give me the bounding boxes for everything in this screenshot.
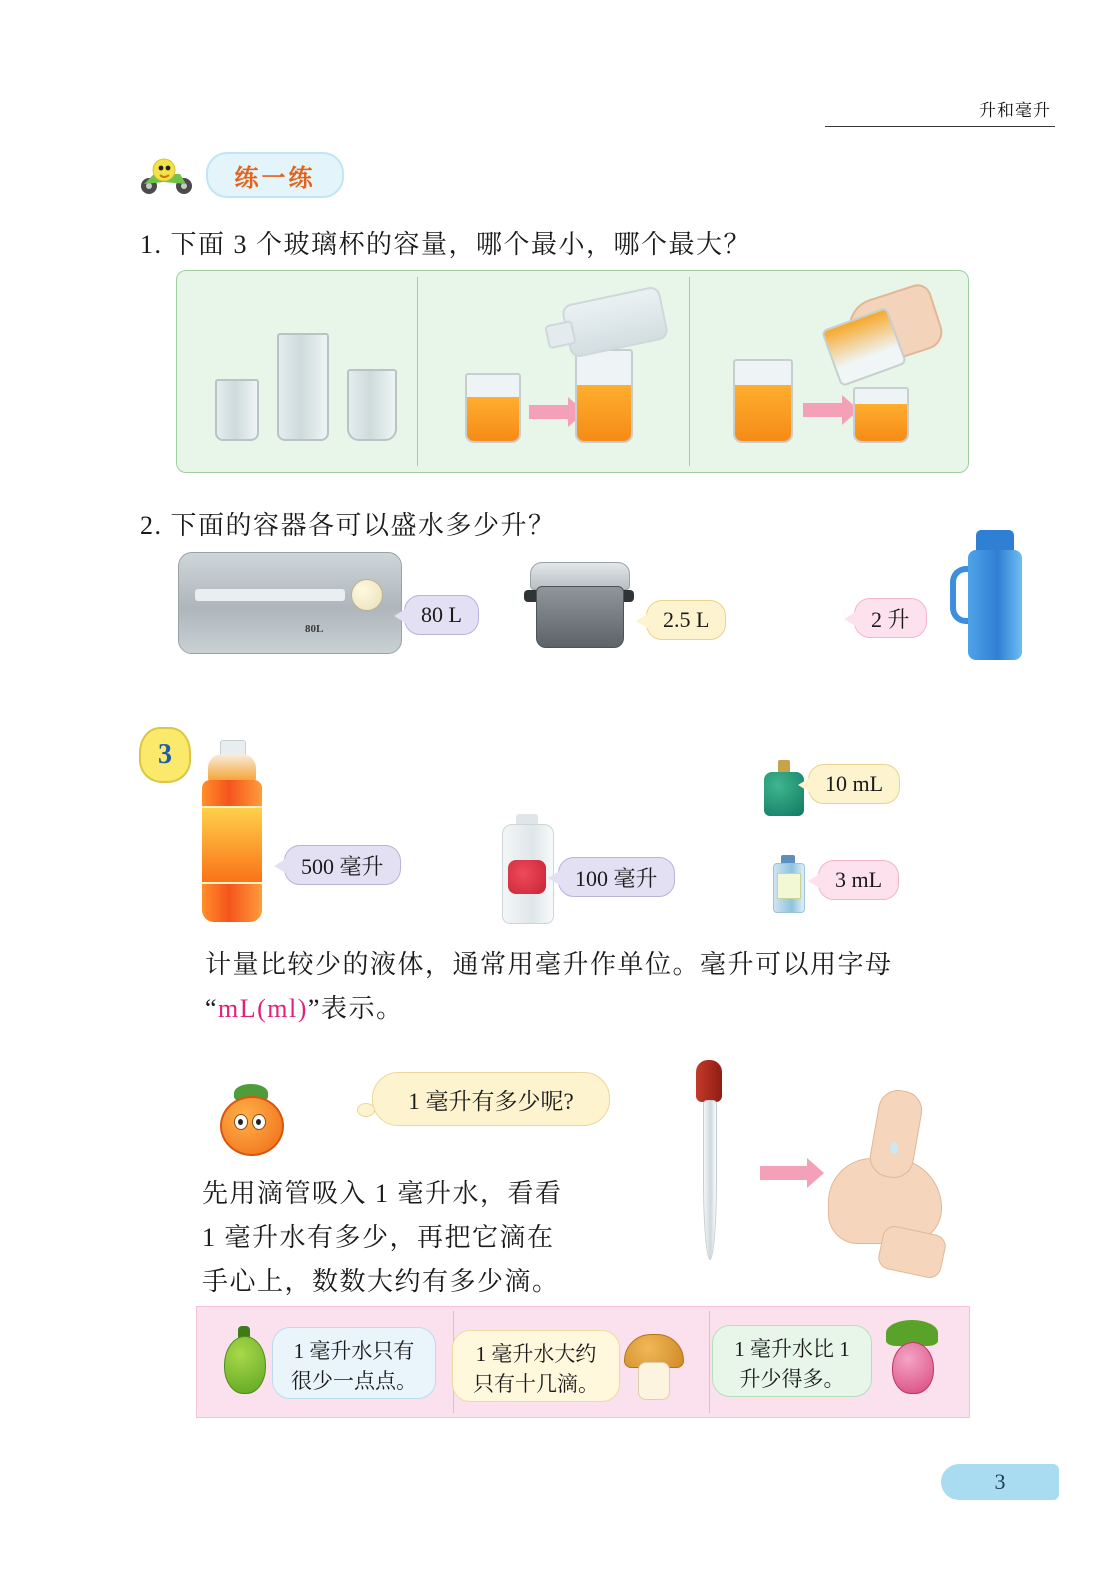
conclusion-3-line-1: 1 毫升水比 1 bbox=[734, 1337, 850, 1361]
dropper-icon bbox=[692, 1060, 726, 1260]
definition-paragraph bbox=[205, 943, 995, 1031]
dropper-tube bbox=[703, 1100, 717, 1260]
callout-tail bbox=[844, 611, 857, 627]
tall-glass bbox=[277, 333, 329, 441]
juice-bottle bbox=[196, 740, 268, 922]
capacity-callout-juice bbox=[284, 845, 401, 885]
hand-with-drop bbox=[828, 1090, 946, 1270]
panel-divider-1 bbox=[417, 277, 418, 466]
capacity-callout-heater bbox=[404, 595, 479, 635]
juice-fill bbox=[577, 385, 631, 441]
capacity-callout-perfume bbox=[808, 764, 900, 804]
medicine-bottle bbox=[773, 855, 803, 911]
capacity-callout-flask bbox=[854, 598, 927, 638]
experiment-line-2: 1 毫升水有多少，再把它滴在 bbox=[202, 1223, 555, 1252]
callout-tail bbox=[394, 608, 407, 624]
capacity-callout-yogurt bbox=[558, 857, 675, 897]
juice-glass-tall-2 bbox=[733, 359, 793, 443]
callout-text: 3 mL bbox=[835, 867, 883, 892]
water-drop-icon bbox=[890, 1142, 898, 1154]
arrow-right-icon-3 bbox=[760, 1166, 808, 1180]
short-glass bbox=[215, 379, 259, 441]
practice-banner bbox=[134, 152, 394, 198]
orange-character bbox=[214, 1082, 288, 1160]
juice-fill bbox=[467, 397, 519, 441]
capacity-callout-medicine bbox=[818, 860, 899, 900]
conclusion-1-line-1: 1 毫升水只有 bbox=[293, 1339, 415, 1363]
thermos-flask bbox=[964, 530, 1026, 660]
juice-glass-short bbox=[853, 387, 909, 443]
pepper-body bbox=[224, 1336, 266, 1394]
callout-text: 80 L bbox=[421, 602, 462, 627]
flask-cap bbox=[976, 530, 1014, 552]
unit-symbol: mL(ml) bbox=[218, 994, 308, 1023]
bottle-shoulder bbox=[208, 754, 256, 782]
forearm bbox=[876, 1224, 948, 1280]
panel-divider-2 bbox=[689, 277, 690, 466]
callout-tail bbox=[548, 870, 561, 886]
experiment-paragraph bbox=[202, 1172, 632, 1304]
medicine-label bbox=[777, 873, 801, 899]
mushroom-character bbox=[622, 1328, 684, 1402]
conclusion-bubble-1 bbox=[272, 1327, 436, 1399]
conclusion-bubble-2 bbox=[452, 1330, 620, 1402]
juice-glass-tall bbox=[575, 349, 633, 443]
quote-close: ” bbox=[307, 994, 321, 1023]
flask-body bbox=[968, 550, 1022, 660]
capacity-callout-cooker bbox=[646, 600, 726, 640]
heater-stripe bbox=[195, 589, 345, 601]
section-number-badge: 3 bbox=[139, 727, 191, 783]
juice-fill bbox=[735, 385, 791, 441]
speech-bubble-question: 1 毫升有多少呢? bbox=[372, 1072, 610, 1126]
orange-eye-left bbox=[234, 1114, 248, 1130]
heater-mark-label: 80L bbox=[305, 623, 324, 635]
mushroom-stalk bbox=[638, 1362, 670, 1400]
bottle-label bbox=[202, 806, 262, 884]
conclusion-bubble-3 bbox=[712, 1325, 872, 1397]
chapter-title: 升和毫升 bbox=[979, 101, 1051, 120]
quote-open: “ bbox=[205, 994, 219, 1023]
tilted-bottle bbox=[560, 285, 669, 359]
exercise-1-panel bbox=[176, 270, 969, 473]
experiment-line-1: 先用滴管吸入 1 毫升水，看看 bbox=[202, 1179, 563, 1208]
bike-character-icon bbox=[134, 156, 200, 196]
callout-text: 500 毫升 bbox=[301, 853, 384, 879]
conclusion-3-line-2: 升少得多。 bbox=[739, 1367, 845, 1391]
practice-label: 练一练 bbox=[206, 152, 344, 198]
callout-tail bbox=[798, 777, 811, 793]
conclusions-divider-2 bbox=[709, 1311, 710, 1413]
conclusion-2-line-1: 1 毫升水大约 bbox=[475, 1342, 597, 1366]
question-2-text: 2. 下面的容器各可以盛水多少升？ bbox=[140, 511, 556, 540]
header-divider bbox=[825, 126, 1055, 127]
radish-body bbox=[892, 1342, 934, 1394]
juice-fill bbox=[855, 404, 907, 441]
callout-tail bbox=[808, 873, 821, 889]
yogurt-label-art bbox=[508, 860, 546, 894]
definition-line-1: 计量比较少的液体，通常用毫升作单位。毫升可以用字母 bbox=[205, 950, 893, 979]
radish-character bbox=[880, 1320, 944, 1400]
cooker-body bbox=[536, 586, 624, 648]
arrow-right-icon-1 bbox=[529, 405, 569, 419]
arrow-right-icon-2 bbox=[803, 403, 843, 417]
orange-eye-right bbox=[252, 1114, 266, 1130]
callout-text: 2 升 bbox=[871, 606, 910, 632]
conclusion-2-line-2: 只有十几滴。 bbox=[473, 1372, 599, 1396]
heater-knob bbox=[351, 579, 383, 611]
rice-cooker bbox=[524, 556, 634, 652]
cup-glass bbox=[347, 369, 397, 441]
experiment-line-3: 手心上，数数大约有多少滴。 bbox=[202, 1267, 560, 1296]
callout-text: 10 mL bbox=[825, 771, 884, 796]
page-number: 3 bbox=[941, 1464, 1059, 1500]
callout-text: 2.5 L bbox=[663, 607, 710, 632]
page-header bbox=[825, 96, 1055, 127]
definition-line-2-tail: 表示。 bbox=[320, 994, 404, 1023]
dropper-bulb bbox=[696, 1060, 722, 1102]
yogurt-bottle bbox=[500, 814, 554, 922]
callout-tail bbox=[274, 858, 287, 874]
conclusion-1-line-2: 很少一点点。 bbox=[291, 1369, 417, 1393]
pepper-character bbox=[218, 1322, 270, 1398]
question-1-text: 1. 下面 3 个玻璃杯的容量，哪个最小，哪个最大？ bbox=[140, 230, 752, 259]
water-heater bbox=[178, 552, 402, 654]
juice-glass-small bbox=[465, 373, 521, 443]
callout-text: 100 毫升 bbox=[575, 865, 658, 891]
callout-tail bbox=[636, 613, 649, 629]
